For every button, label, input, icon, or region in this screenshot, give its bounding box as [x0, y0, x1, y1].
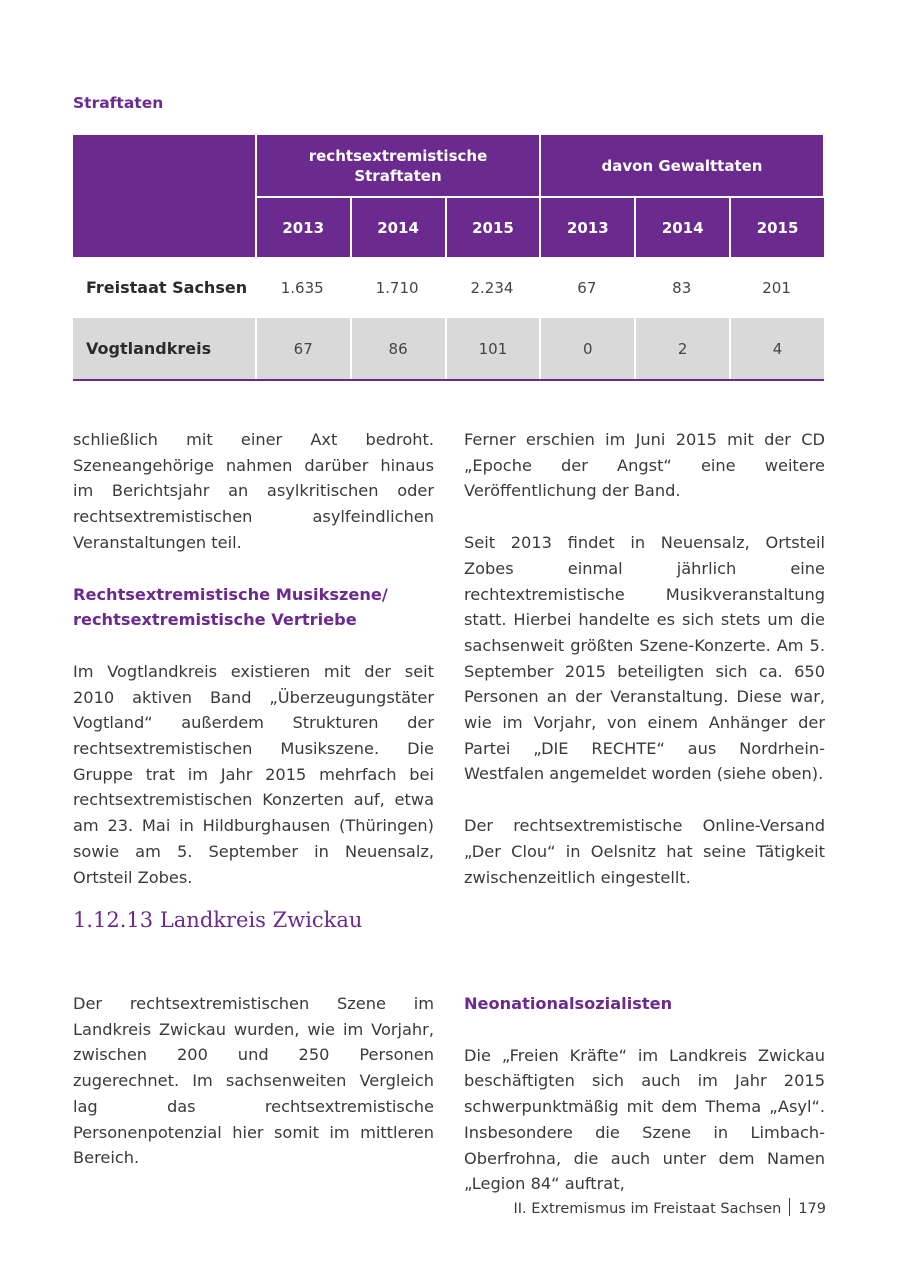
zwickau-left-column [73, 991, 434, 1171]
paragraph: Die „Freien Kräfte“ im Landkreis Zwickau beschäftigten sich auch im Jahr 2015 schwerpunktmäßig mit dem Thema „Asyl“. Insbesondere die Szene in Limbach-Oberfrohna, die auch unter dem Namen „Legion 84“ auftrat, [464, 1045, 825, 1194]
table-title: Straftaten [73, 94, 164, 112]
year-header: 2014 [350, 196, 445, 257]
table-cell: 1.710 [350, 257, 445, 318]
right-column [464, 427, 825, 890]
footer-divider [789, 1198, 790, 1216]
table-header-row [73, 135, 824, 196]
row-label: Freistaat Sachsen [73, 257, 255, 318]
year-header: 2014 [634, 196, 729, 257]
paragraph: Der rechtsextremistische Online-Versand „Der Clou“ in Oelsnitz hat seine Tätigkeit zwischenzeitlich eingestellt. [464, 816, 825, 887]
subheading-line: rechtsextremistische Vertriebe [73, 610, 357, 630]
group-header-rechtsextremistische: rechtsextremistische Straftaten [255, 135, 539, 196]
year-header: 2013 [539, 196, 634, 257]
table-bottom-rule [73, 379, 824, 381]
table-cell: 0 [539, 318, 634, 379]
paragraph: Ferner erschien im Juni 2015 mit der CD „Epoche der Angst“ eine weitere Veröffentlichung der Band. [464, 430, 825, 501]
table-cell: 4 [729, 318, 824, 379]
table-cell: 2.234 [445, 257, 540, 318]
table-row [73, 257, 824, 318]
page-number: 179 [798, 1201, 826, 1217]
year-header: 2013 [255, 196, 350, 257]
table-corner-cell [73, 135, 255, 196]
left-column [73, 427, 434, 890]
table-cell: 67 [539, 257, 634, 318]
zwickau-right-column [464, 991, 825, 1197]
subheading-musikszene [73, 582, 434, 633]
paragraph: schließlich mit einer Axt bedroht. Szeneangehörige nahmen darüber hinaus im Berichtsjahr an asylkritischen oder rechtsextremistischen asylfeindlichen Veranstaltungen teil. [73, 430, 434, 552]
table-cell: 83 [634, 257, 729, 318]
table-row [73, 318, 824, 379]
crime-statistics-table [73, 135, 824, 381]
subheading-line: Rechtsextremistische Musikszene/ [73, 584, 388, 604]
chapter-heading: 1.12.13 Landkreis Zwickau [73, 908, 363, 932]
footer-section: II. Extremismus im Freistaat Sachsen [513, 1201, 782, 1217]
year-header: 2015 [445, 196, 540, 257]
table-cell: 67 [255, 318, 350, 379]
year-header: 2015 [729, 196, 824, 257]
paragraph: Im Vogtlandkreis existieren mit der seit 2010 aktiven Band „Überzeugungstäter Vogtland“ außerdem Strukturen der rechtsextremistischen Musikszene. Die Gruppe trat im Jahr 2015 mehrfach bei rechtsextremistischen Konzerten auf, etwa am 23. Mai in Hildburghausen (Thüringen) sowie am 5. September in Neuensalz, Ortsteil Zobes. [73, 661, 434, 887]
group-header-gewalttaten: davon Gewalttaten [539, 135, 823, 196]
table-year-row [73, 196, 824, 257]
table-cell: 1.635 [255, 257, 350, 318]
subheading-neonationalsozialisten: Neonationalsozialisten [464, 994, 673, 1013]
table-corner-cell [73, 196, 255, 257]
paragraph: Seit 2013 findet in Neuensalz, Ortsteil Zobes einmal jährlich eine rechtextremistische Musikveranstaltung statt. Hierbei handelte es sich stets um die sachsenweit größten Szene-Konzerte. Am 5. September 2015 beteiligten sich ca. 650 Personen an der Veranstaltung. Diese war, wie im Vorjahr, von einem Anhänger der Partei „DIE RECHTE“ aus Nordrhein-Westfalen angemeldet worden (siehe oben). [464, 533, 825, 784]
table-cell: 86 [350, 318, 445, 379]
page-footer [514, 1198, 827, 1217]
row-label: Vogtlandkreis [73, 318, 255, 379]
paragraph: Der rechtsextremistischen Szene im Landkreis Zwickau wurden, wie im Vorjahr, zwischen 200 und 250 Personen zugerechnet. Im sachsenweiten Vergleich lag das rechtsextremistische Personenpotenzial hier somit im mittleren Bereich. [73, 994, 434, 1168]
table-cell: 101 [445, 318, 540, 379]
table-cell: 201 [729, 257, 824, 318]
table-cell: 2 [634, 318, 729, 379]
